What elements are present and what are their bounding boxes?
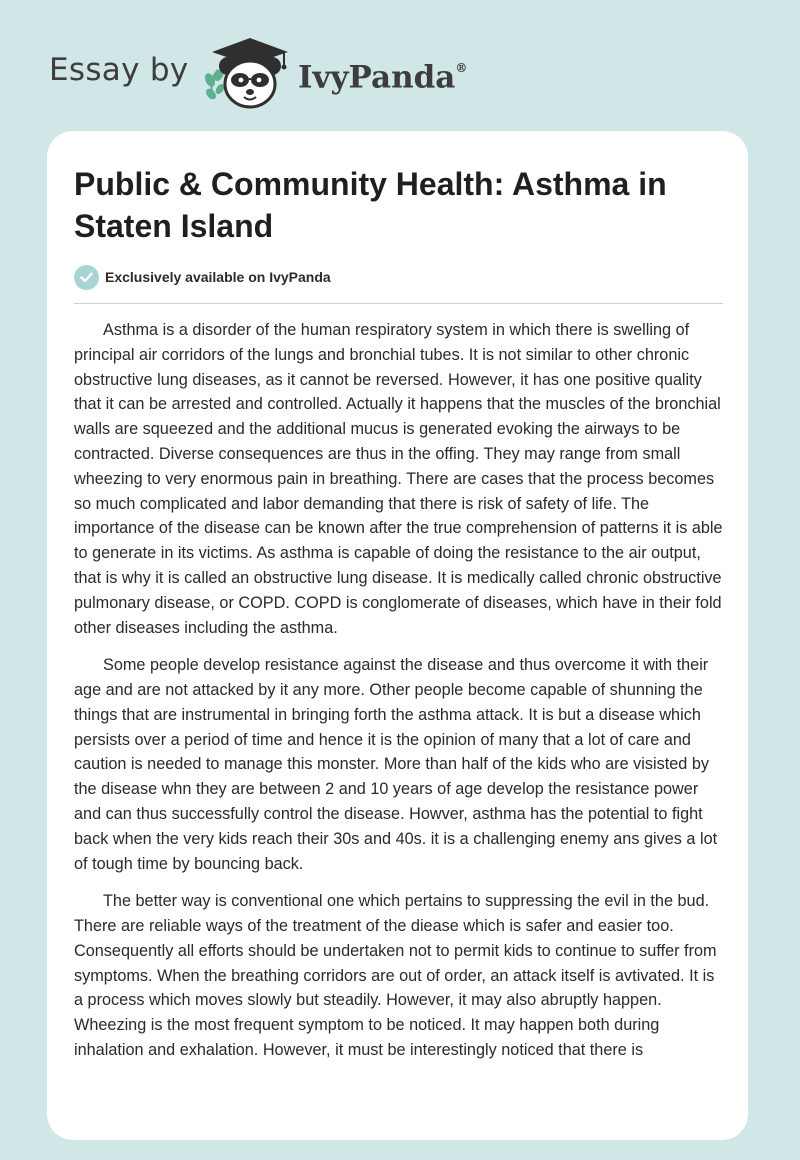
paragraph: The better way is conventional one which pertains to suppressing the evil in the bud. There are reliable ways of the treatment of the diease which is safer and easier too. Consequently all efforts should be undertaken not to permit kids to continue to suffer from symptoms. When the breathing corridors are out of order, an attack itself is avtivated. It is a process which moves slowly but steadily. However, it may also abruptly happen. Wheezing is the most frequent symptom to be noticed. It may happen both during inhalation and exhalation. However, it must be interestingly noticed that there is xyxy=(74,892,717,1059)
divider xyxy=(74,303,723,304)
essay-by-label: Essay by xyxy=(49,52,189,88)
essay-card xyxy=(47,131,748,1140)
essay-body xyxy=(74,318,724,1076)
paragraph: Some people develop resistance against the disease and thus overcome it with their age and are not attacked by it any more. Other people become capable of shunning the things that are instrumental in bringing forth the asthma attack. It is but a disease which persists over a period of time and hence it is the opinion of many that a lot of care and caution is needed to manage this monster. More than half of the kids who are visisted by the disease whn they are between 2 and 10 years of age develop the resistance power and can thus successfully control the disease. Howver, asthma has the potential to fight back when the very kids reach their 30s and 40s. it is a challenging enemy ans gives a lot of tough time by bouncing back. xyxy=(74,656,718,873)
paragraph: Asthma is a disorder of the human respiratory system in which there is swelling of principal air corridors of the lungs and bronchial tubes. It is not similar to other chronic obstructive lung diseases, as it cannot be reversed. However, it has one positive quality that it can be arrested and controlled. Actually it happens that the muscles of the bronchial walls are squeezed and the additional mucus is generated evoking the airways to be contracted. Diverse consequences are thus in the offing. They may range from small wheezing to very enormous pain in breathing. There are cases that the process becomes so much complicated and labor demanding that there is risk of safety of life. The importance of the disease can be known after the true comprehension of patterns it is able to generate in its victims. As asthma is capable of doing the resistance to the air output, that is why it is called an obstructive lung disease. It is medically called chronic obstructive pulmonary disease, or COPD. COPD is conglomerate of diseases, which have in their fold other diseases including the asthma. xyxy=(74,321,723,637)
exclusive-badge-label: Exclusively available on IvyPanda xyxy=(105,269,331,285)
brand-name[interactable] xyxy=(298,52,467,97)
site-header xyxy=(0,0,800,130)
exclusive-badge xyxy=(74,264,331,290)
panda-logo-icon[interactable] xyxy=(200,34,300,114)
page-title: Public & Community Health: Asthma in Staten Island xyxy=(74,166,667,244)
brand-name-text: IvyPanda xyxy=(298,59,456,96)
check-icon xyxy=(74,265,99,290)
registered-mark: ® xyxy=(455,61,468,75)
